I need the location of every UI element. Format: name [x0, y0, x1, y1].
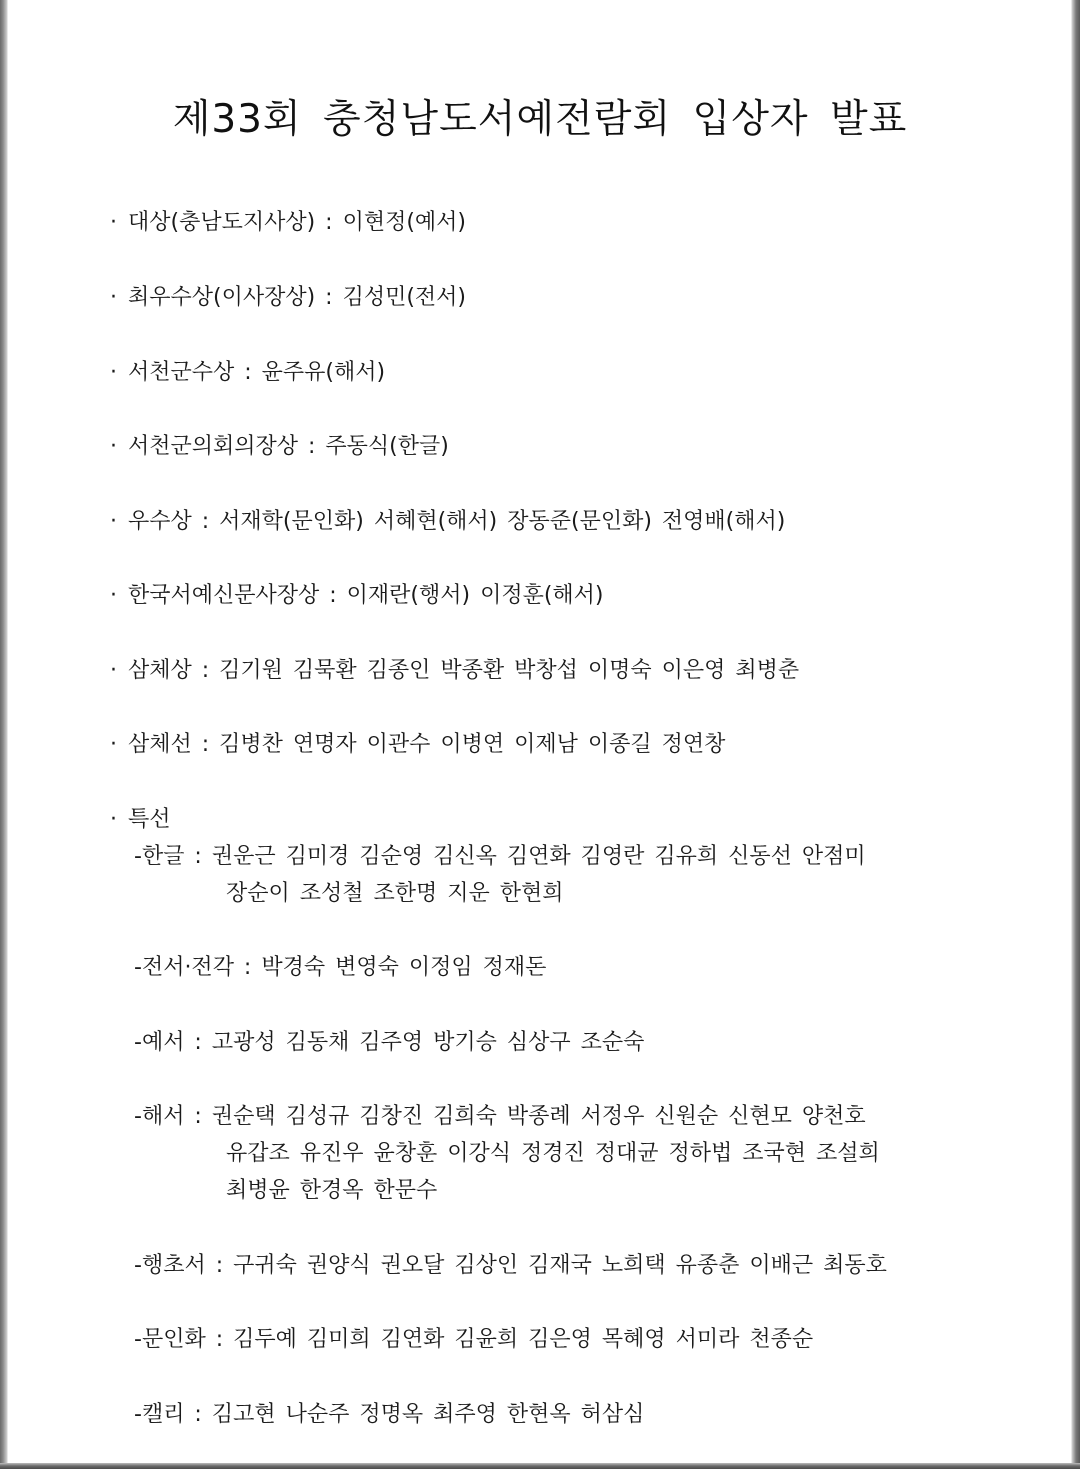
- left-frame-edge: [0, 0, 8, 1469]
- bullet: ·: [110, 285, 117, 310]
- award-text: 대상(충남도지사상) : 이현정(예서): [128, 210, 467, 235]
- special-calligraphy: -캘리 : 김고현 나순주 정명옥 최주영 한현옥 허삼심: [134, 1402, 645, 1427]
- award-three-styles-selection: [110, 730, 725, 760]
- bullet: ·: [110, 732, 117, 757]
- award-text: 삼체선 : 김병찬 연명자 이관수 이병연 이제남 이종길 정연창: [128, 732, 726, 757]
- award-excellence: [110, 507, 785, 537]
- bullet: ·: [110, 807, 117, 832]
- special-clerical-script: -예서 : 고광성 김동채 김주영 방기승 심상구 조순숙: [134, 1030, 645, 1055]
- page-title: 제33회 충청남도서예전람회 입상자 발표: [172, 97, 908, 142]
- bullet: ·: [110, 210, 117, 235]
- award-seocheon-county-mayor: [110, 358, 385, 388]
- bullet: ·: [110, 434, 117, 459]
- special-heading-text: 특선: [128, 807, 171, 832]
- right-frame-edge: [1071, 0, 1080, 1469]
- award-seocheon-council-chair: [110, 432, 449, 462]
- award-text: 우수상 : 서재학(문인화) 서혜현(해서) 장동준(문인화) 전영배(해서): [128, 509, 786, 534]
- bullet: ·: [110, 360, 117, 385]
- special-literati-painting: -문인화 : 김두예 김미희 김연화 김윤희 김은영 목혜영 서미라 천종순: [134, 1327, 814, 1352]
- award-top-excellence: [110, 283, 466, 313]
- special-running-cursive: -행초서 : 구귀숙 권양식 권오달 김상인 김재국 노희택 유종춘 이배근 최동호: [134, 1253, 887, 1278]
- bullet: ·: [110, 509, 117, 534]
- award-three-styles-prize: [110, 656, 799, 686]
- bullet: ·: [110, 658, 117, 683]
- special-regular-script-line-1: -해서 : 권순택 김성규 김창진 김희숙 박종례 서정우 신원순 신현모 양천호: [134, 1104, 866, 1129]
- special-seal-script: -전서·전각 : 박경숙 변영숙 이정임 정재돈: [134, 955, 547, 980]
- special-hangul-line-2: 장순이 조성철 조한명 지운 한현희: [226, 881, 564, 906]
- award-text: 서천군수상 : 윤주유(해서): [128, 360, 386, 385]
- special-hangul-line-1: -한글 : 권운근 김미경 김순영 김신옥 김연화 김영란 김유희 신동선 안점미: [134, 844, 866, 869]
- special-heading: [110, 805, 171, 835]
- award-text: 서천군의회의장상 : 주동식(한글): [128, 434, 449, 459]
- award-text: 한국서예신문사장상 : 이재란(행서) 이정훈(해서): [128, 583, 604, 608]
- award-grand-prize: [110, 208, 466, 238]
- special-regular-script-line-3: 최병윤 한경옥 한문수: [226, 1178, 438, 1203]
- special-regular-script-line-2: 유갑조 유진우 윤창훈 이강식 정경진 정대균 정하법 조국현 조설희: [226, 1141, 880, 1166]
- award-calligraphy-newspaper: [110, 581, 604, 611]
- bullet: ·: [110, 583, 117, 608]
- bottom-frame-edge: [0, 1463, 1080, 1469]
- award-text: 삼체상 : 김기원 김묵환 김종인 박종환 박창섭 이명숙 이은영 최병춘: [128, 658, 800, 683]
- award-text: 최우수상(이사장상) : 김성민(전서): [128, 285, 467, 310]
